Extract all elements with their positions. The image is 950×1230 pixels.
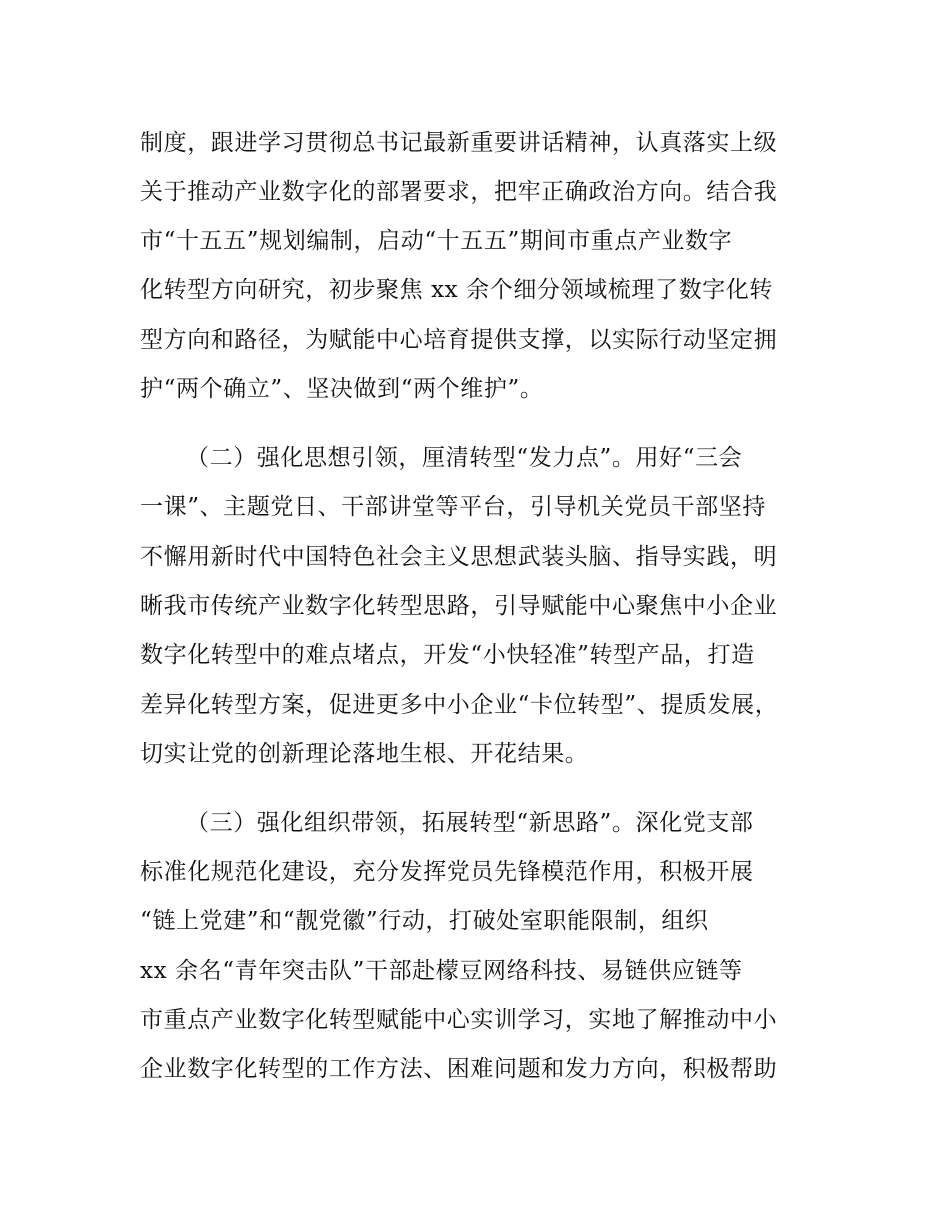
paragraph-1-line-2: 关于推动产业数字化的部署要求，把牢正确政治方向。结合我 xyxy=(140,179,778,205)
paragraph-2-line-1: （二）强化思想引领，厘清转型“发力点”。用好“三会 xyxy=(186,445,743,471)
paragraph-1-line-4: 化转型方向研究，初步聚焦 xx 余个细分领域梳理了数字化转 xyxy=(140,277,773,303)
paragraph-3-line-3: “链上党建”和“靓党徽”行动，打破处室职能限制，组织 xyxy=(140,908,709,934)
paragraph-2-line-6: 差异化转型方案，促进更多中小企业“卡位转型”、提质发展， xyxy=(140,692,779,718)
paragraph-1-line-5: 型方向和路径，为赋能中心培育提供支撑，以实际行动坚定拥 xyxy=(140,327,778,353)
paragraph-2-line-5: 数字化转型中的难点堵点，开发“小快轻准”转型产品，打造 xyxy=(140,642,755,668)
paragraph-3-line-1: （三）强化组织带领，拓展转型“新思路”。深化党支部 xyxy=(186,810,754,836)
paragraph-2-line-2: 一课”、主题党日、干部讲堂等平台，引导机关党员干部坚持 xyxy=(140,494,766,520)
paragraph-2-line-7: 切实让党的创新理论落地生根、开花结果。 xyxy=(140,741,589,767)
paragraph-1-line-6: 护“两个确立”、坚决做到“两个维护”。 xyxy=(140,376,544,402)
paragraph-3-line-6: 企业数字化转型的工作方法、困难问题和发力方向，积极帮助 xyxy=(140,1056,778,1082)
paragraph-3-line-5: 市重点产业数字化转型赋能中心实训学习，实地了解推动中小 xyxy=(140,1007,778,1033)
paragraph-1-line-1: 制度，跟进学习贯彻总书记最新重要讲话精神，认真落实上级 xyxy=(140,130,778,156)
paragraph-1-line-3: 市“十五五”规划编制，启动“十五五”期间市重点产业数字 xyxy=(140,228,733,254)
paragraph-3-line-2: 标准化规范化建设，充分发挥党员先锋模范作用，积极开展 xyxy=(140,859,754,885)
paragraph-2-line-4: 晰我市传统产业数字化转型思路，引导赋能中心聚焦中小企业 xyxy=(140,593,778,619)
paragraph-3-line-4: xx 余名“青年突击队”干部赴檬豆网络科技、易链供应链等 xyxy=(140,958,743,984)
paragraph-2-line-3: 不懈用新时代中国特色社会主义思想武装头脑、指导实践，明 xyxy=(140,544,778,570)
